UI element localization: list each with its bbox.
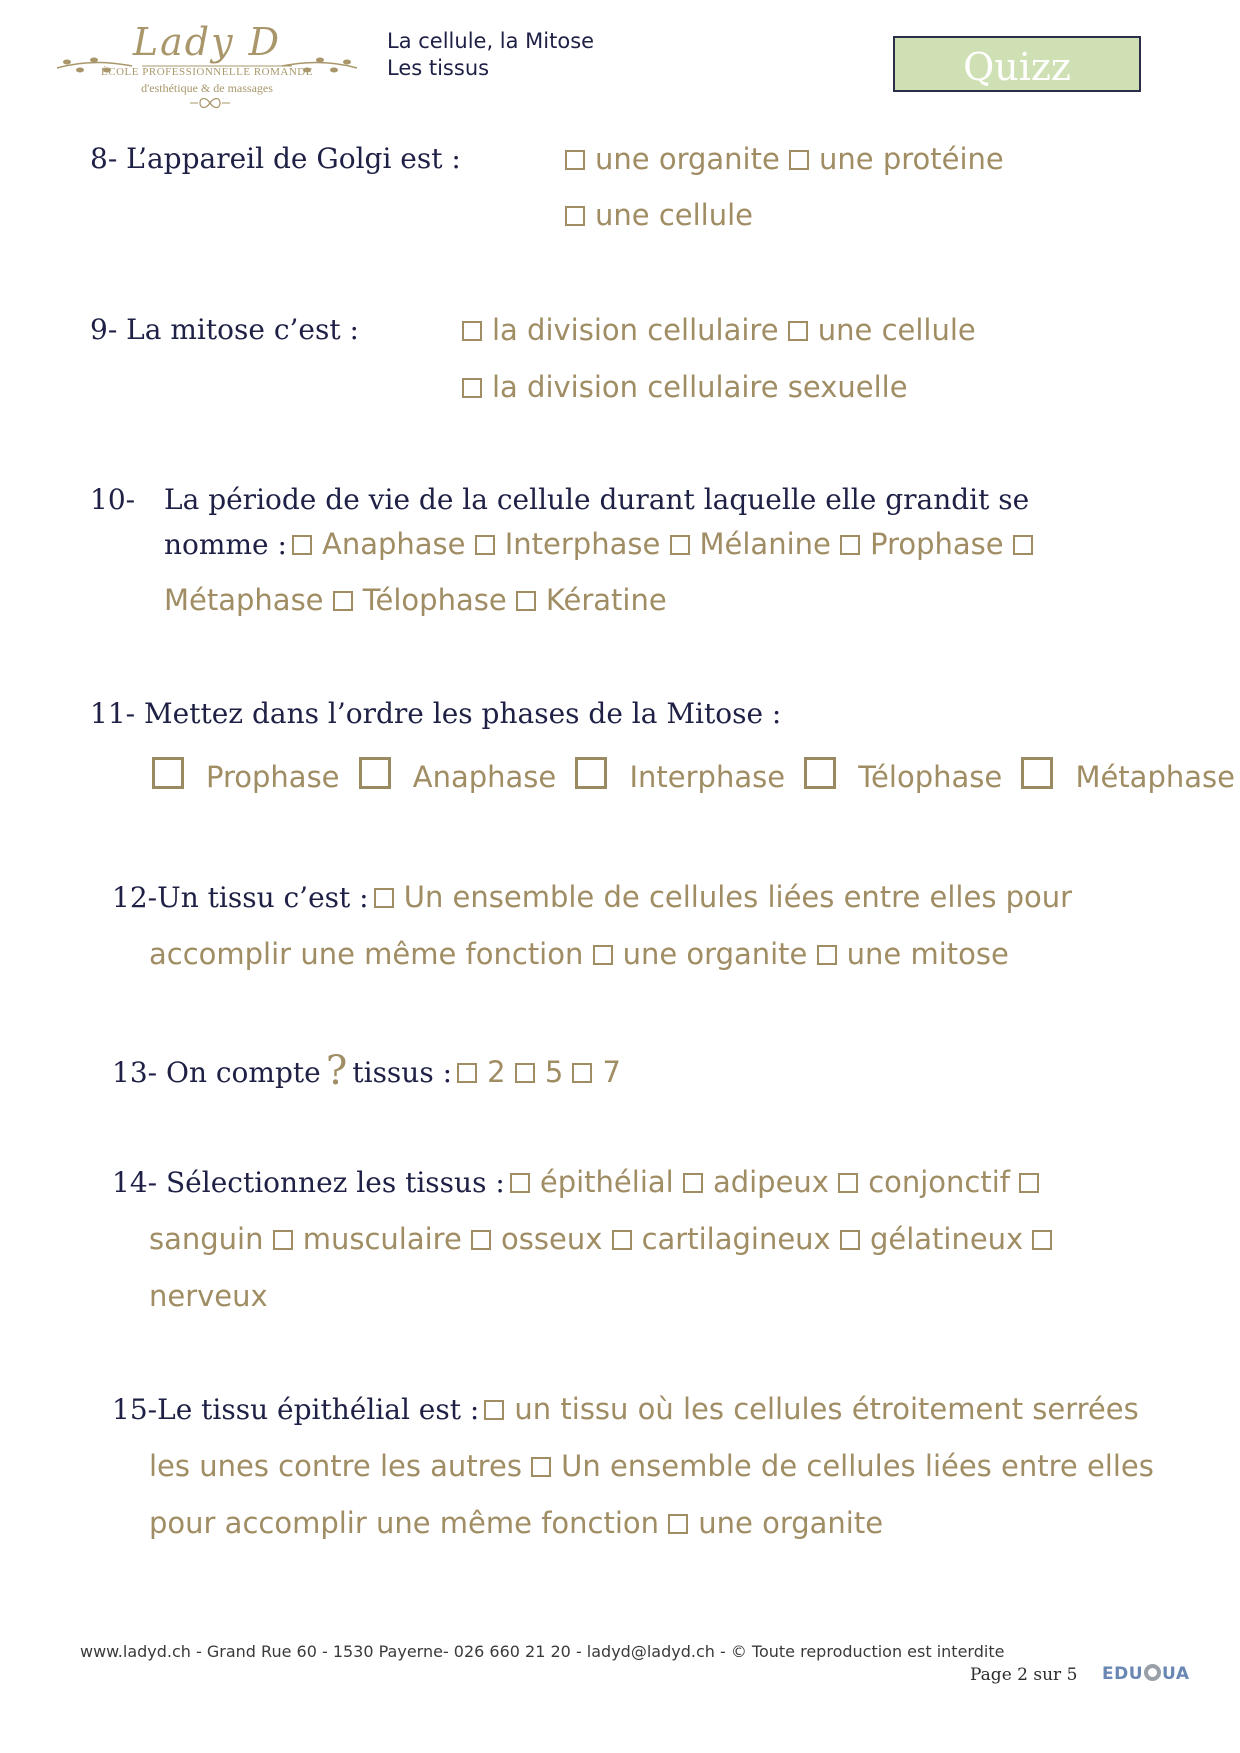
infinity-ornament-icon [190,96,230,110]
option-label: Un ensemble de cellules liées entre elles pour [403,880,1073,914]
option-label: Un ensemble de cellules liées entre elles [561,1449,1154,1483]
eduqua-ring-icon [1144,1664,1161,1681]
question-mark-icon: ? [325,1048,348,1094]
footer-contact: www.ladyd.ch - Grand Rue 60 - 1530 Payerne- 026 660 21 20 - ladyd@ladyd.ch - © Toute reproduction est interdite [80,1642,1005,1661]
checkbox[interactable] [516,591,536,611]
question-14-label: 14- Sélectionnez les tissus : [112,1166,505,1199]
checkbox[interactable] [593,945,613,965]
logo-line1: ÉCOLE PROFESSIONNELLE ROMANDE [101,66,313,78]
option-label: une protéine [819,142,1004,176]
checkbox[interactable] [374,888,394,908]
question-12-line2 [149,937,1009,971]
question-8-options-row2 [565,198,753,232]
checkbox[interactable] [152,757,184,789]
eduqua-right: UA [1162,1664,1190,1684]
checkbox[interactable] [840,535,860,555]
option-label: les unes contre les autres [149,1449,522,1483]
option-label: une organite [595,142,780,176]
option-label: Anaphase [322,527,466,561]
option-label: Métaphase [164,583,324,617]
question-10-line2 [164,527,1043,561]
question-15-label: Le tissu épithélial est : [157,1393,480,1426]
question-11-label: 11- Mettez dans l’ordre les phases de la Mitose : [90,697,782,730]
checkbox[interactable] [457,1063,477,1083]
checkbox[interactable] [840,1230,860,1250]
checkbox[interactable] [531,1457,551,1477]
option-label: Anaphase [412,760,557,794]
checkbox[interactable] [804,757,836,789]
question-12-line1 [112,880,1072,914]
option-label: gélatineux [869,1222,1024,1256]
question-9-label: 9- La mitose c’est : [90,313,359,346]
question-13-label-end: tissus : [352,1056,453,1089]
option-label: une cellule [817,313,976,347]
logo-name: Lady D [132,20,282,64]
checkbox[interactable] [817,945,837,965]
question-9-options-row1 [462,313,976,347]
question-12-number: 12- [112,881,158,914]
checkbox[interactable] [565,206,585,226]
question-10-label: nomme : [164,528,287,561]
question-14-line3 [149,1279,268,1313]
option-label: une organite [698,1506,884,1540]
question-12-label: Un tissu c’est : [157,881,369,914]
option-label: la division cellulaire [492,313,779,347]
question-14-line2 [149,1222,1062,1256]
question-15-number: 15- [112,1393,158,1426]
checkbox[interactable] [668,1514,688,1534]
quizz-badge: Quizz [893,36,1141,92]
option-label: Métaphase [1075,760,1235,794]
option-label: un tissu où les cellules étroitement serrées [514,1392,1139,1426]
option-label: Télophase [362,583,507,617]
title-line2: Les tissus [387,56,490,80]
question-8-options-row1 [565,142,1004,176]
checkbox[interactable] [575,757,607,789]
question-10-line3 [164,583,667,617]
checkbox[interactable] [565,150,585,170]
option-label: une mitose [846,937,1009,971]
question-15-line1 [112,1392,1139,1426]
question-13-label-start: 13- On compte [112,1056,321,1089]
checkbox[interactable] [515,1063,535,1083]
option-label: Prophase [870,527,1004,561]
option-label: musculaire [302,1222,462,1256]
question-11-options [152,757,1235,794]
option-label: épithélial [539,1165,674,1199]
option-label: conjonctif [868,1165,1011,1199]
checkbox[interactable] [838,1173,858,1193]
checkbox[interactable] [475,535,495,555]
eduqua-logo [1102,1664,1189,1684]
question-15-line2 [149,1449,1154,1483]
question-14-line1 [112,1165,1049,1199]
checkbox[interactable] [273,1230,293,1250]
checkbox[interactable] [789,150,809,170]
option-label: Kératine [545,583,667,617]
title-line1: La cellule, la Mitose [387,29,595,53]
question-15-line3 [149,1506,883,1540]
checkbox[interactable] [510,1173,530,1193]
option-label: Interphase [629,760,786,794]
school-logo [52,18,362,113]
option-label: 2 [487,1055,506,1089]
option-label: adipeux [712,1165,829,1199]
checkbox[interactable] [572,1063,592,1083]
checkbox[interactable] [462,378,482,398]
option-label: 5 [544,1055,564,1089]
checkbox[interactable] [1021,757,1053,789]
question-8-label: 8- L’appareil de Golgi est : [90,142,461,175]
option-label: pour accomplir une même fonction [149,1506,660,1540]
question-13 [112,1048,621,1094]
checkbox[interactable] [1032,1230,1052,1250]
option-label: la division cellulaire sexuelle [492,370,908,404]
question-9-options-row2 [462,370,908,404]
question-10-line1: La période de vie de la cellule durant laquelle elle grandit se [164,483,1030,516]
logo-line2: d'esthétique & de massages [141,81,273,95]
checkbox[interactable] [683,1173,703,1193]
eduqua-left: EDU [1102,1664,1144,1684]
option-label: Interphase [504,527,661,561]
option-label: nerveux [149,1279,268,1313]
checkbox[interactable] [1019,1173,1039,1193]
checkbox[interactable] [471,1230,491,1250]
checkbox[interactable] [462,321,482,341]
option-label: Télophase [858,760,1003,794]
checkbox[interactable] [788,321,808,341]
option-label: une cellule [595,198,753,232]
checkbox[interactable] [333,591,353,611]
page-number: Page 2 sur 5 [970,1665,1078,1685]
checkbox[interactable] [484,1400,504,1420]
option-label: Mélanine [699,527,831,561]
question-10-number: 10- [90,483,136,516]
option-label: osseux [501,1222,603,1256]
checkbox[interactable] [670,535,690,555]
checkbox[interactable] [612,1230,632,1250]
option-label: une organite [622,937,808,971]
checkbox[interactable] [359,757,391,789]
checkbox[interactable] [292,535,312,555]
option-label: accomplir une même fonction [149,937,584,971]
option-label: Prophase [206,760,340,794]
option-label: 7 [602,1055,621,1089]
option-label: sanguin [149,1222,264,1256]
checkbox[interactable] [1013,535,1033,555]
option-label: cartilagineux [641,1222,831,1256]
document-title [387,28,594,82]
